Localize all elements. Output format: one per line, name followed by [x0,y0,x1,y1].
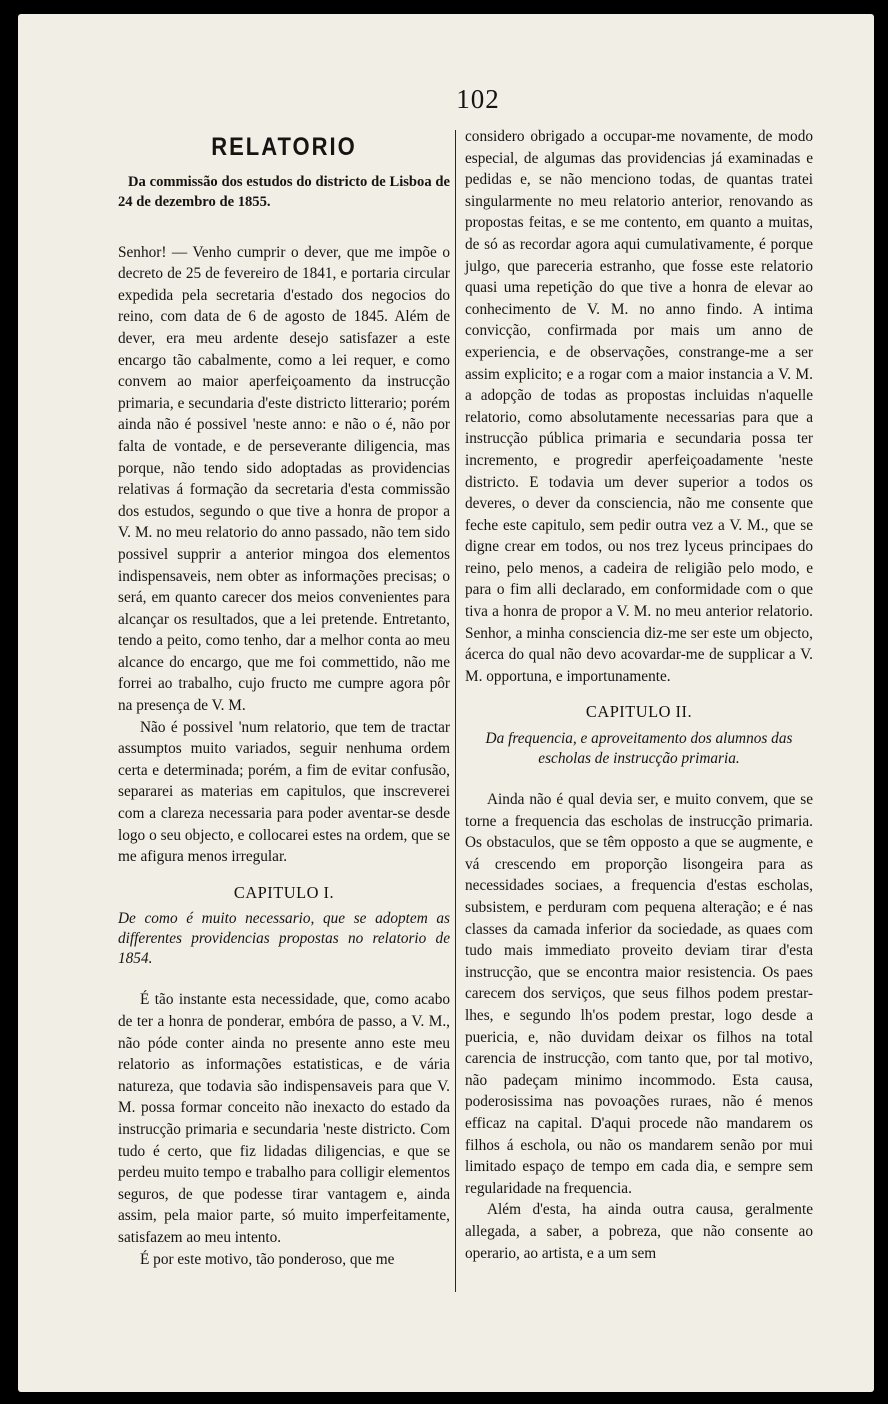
chapter-subtitle: Da frequencia, e aproveitamento dos alumnos das escholas de instrucção primaria. [485,730,793,768]
paragraph: Não é possivel 'num relatorio, que tem de tractar assumptos muito variados, seguir nenhuma ordem certa e determinada; porém, a fim de evitar confusão, separarei as materias em capitulos, que inscreverei com a clareza necessaria para poder aventar-se desde logo o seu objecto, e collocarei estes na ordem, que se me afigura menos irregular. [118,718,450,866]
page-number: 102 [456,84,500,114]
chapter-subtitle: De como é muito necessario, que se adoptem as differentes providencias propostas no relatorio de 1854. [118,910,450,968]
report-title: RELATORIO [211,132,357,161]
paragraph: É tão instante esta necessidade, que, como acabo de ter a honra de ponderar, embóra de passo, a V. M., não póde conter ainda no presente anno este meu relatorio as informações estatisticas, e de vária natureza, que todavia são indispensaveis para que V. M. possa formar conceito não inexacto do estado da instrucção primaria e secundaria 'neste districto. Com tudo é certo, que fiz lidadas diligencias, e que se perdeu muito tempo e trabalho para colligir elementos seguros, de que podesse tirar vantagem e, ainda assim, pela maior parte, só muito imperfeitamente, satisfazem ao meu intento. [118,991,450,1246]
left-column [118,126,450,1270]
paragraph: considero obrigado a occupar-me novamente, de modo especial, de algumas das providencias já examinadas e pedidas e, se não menciono todas, de quantas tratei singularmente no meu relatorio anterior, renovando as propostas feitas, e se me contento, em quanto a muitas, de só as recordar agora aqui cumulativamente, é porque julgo, que pareceria estranho, que fosse este relatorio quasi uma repetição do que tive a honra de elevar ao conhecimento de V. M. no anno findo. A intima convicção, confirmada por mais um anno de experiencia, e de observações, constrange-me a ser assim explicito; e a rogar com a maior instancia a V. M. a adopção de todas as propostas incluidas n'aquelle relatorio, como absolutamente necessarias para que a instrucção pública primaria e secundaria possa ter incremento, e progredir aperfeiçoadamente 'neste districto. E todavia um dever superior a todos os deveres, o dever da consciencia, não me consente que feche este capitulo, sem pedir outra vez a V. M., que se digne crear em todos, ou nos trez lyceus principaes do reino, pelo menos, a cadeira de religião pelo modo, e para o fim alli declarado, em conformidade com o que tiva a honra de propor a V. M. no meu anterior relatorio. Senhor, a minha consciencia diz-me ser este um objecto, ácerca do qual não devo acovardar-me de supplicar a V. M. opportuna, e importunamente. [465,128,813,685]
paragraph: É por este motivo, tão ponderoso, que me [140,1250,395,1268]
chapter-heading: CAPITULO I. [233,882,335,902]
paragraph: Ainda não é qual devia ser, e muito convem, que se torne a frequencia das escholas de instrucção primaria. Os obstaculos, que se têm opposto a que se augmente, e vá crescendo em proporção lisongeira para as necessidades sociaes, a frequencia d'estas escholas, subsistem, e perduram com pequena alteração; e é nas classes da camada inferior da sociedade, as quaes com tudo mais immediato proveito deviam tirar d'esta instrucção, que se encontra maior resistencia. Os paes carecem dos serviços, que seus filhos podem prestar-lhes, e segundo lh'os podem prestar, logo desde a puericia, e, não duvidam deixar os filhos na total carencia de instrucção, com tanto que, por tal motivo, não padeçam minimo incommodo. Esta causa, poderosissima nas povoações ruraes, não é menos efficaz na capital. D'aqui procede não mandarem os filhos á eschola, ou não os mandarem senão por mui limitado espaço de tempo em cada dia, e sempre sem regularidade na frequencia. [465,791,813,1197]
paragraph: Senhor! — Venho cumprir o dever, que me impõe o decreto de 25 de fevereiro de 1841, e portaria circular expedida pela secretaria d'estado dos negocios do reino, com data de 6 de agosto de 1845. Além de dever, era meu ardente desejo satisfazer a este encargo tão cabalmente, como a lei requer, e como convem ao maior aperfeiçoamento da instrucção primaria, e secundaria d'este districto litterario; porém ainda não é possivel 'neste anno: e não o é, não por falta de vontade, e de perseverante diligencia, mas porque, não tendo sido adoptadas as providencias relativas á formação da secretaria d'esta commissão dos estudos, segundo o que tive a honra de propor a V. M. no meu relatorio do anno passado, não tem sido possivel supprir a anterior mingoa dos elementos indispensaveis, nem obter as informações precisas; o será, em quanto carecer dos meios convenientes para alcançar os resultados, que a lei pretende. Entretanto, tendo a peito, como tenho, dar a melhor conta ao meu alcance do encargo, que me foi commettido, não me forrei ao trabalho, cujo fructo me cumpre agora pôr na presença de V. M. [118,243,450,715]
document-page [18,14,874,1392]
chapter-heading: CAPITULO II. [585,702,693,722]
right-column [465,126,813,1264]
column-divider [455,130,456,1292]
paragraph: Além d'esta, ha ainda outra causa, geralmente allegada, a saber, a pobreza, que não consente ao operario, ao artista, e a um sem [465,1201,813,1262]
report-subtitle: Da commissão dos estudos do districto de Lisboa de 24 de dezembro de 1855. [118,173,450,210]
